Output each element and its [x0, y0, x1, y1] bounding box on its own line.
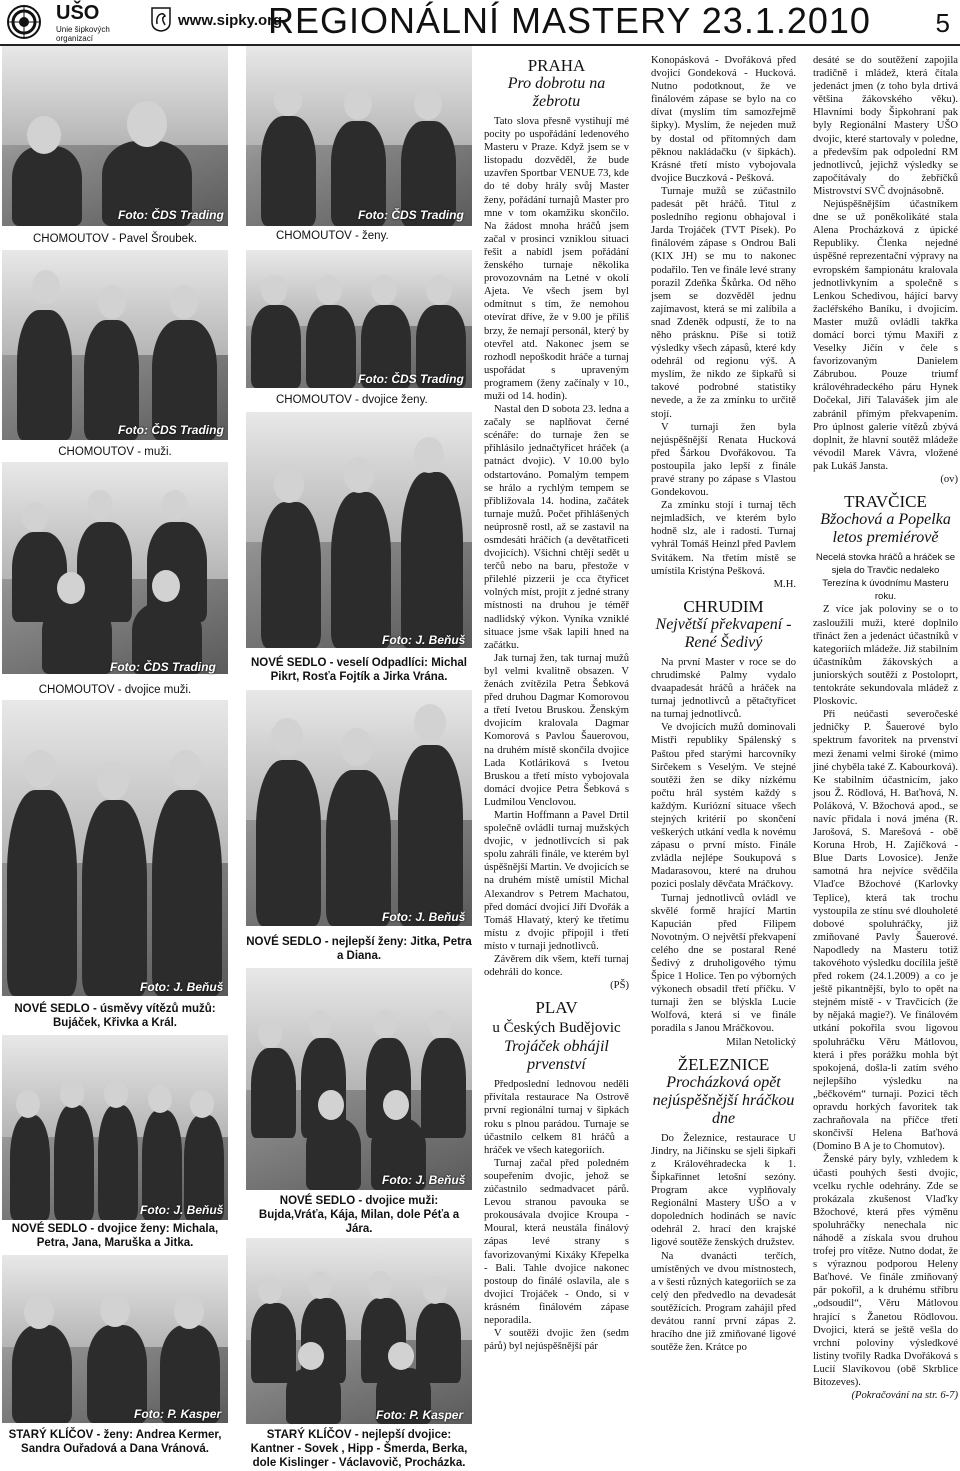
article-column-2	[651, 54, 796, 1354]
photo-caption: CHOMOUTOV - dvojice ženy.	[276, 394, 428, 406]
photo-chomoutov-men	[2, 250, 228, 440]
article-signature: Milan Netolický	[726, 1036, 796, 1048]
page-header	[0, 0, 960, 46]
article-lead: Necelá stovka hráčů a hráček se sjela do Travčic nedaleko Terezína k úvodnímu Masteru roku.	[815, 552, 956, 603]
dartboard-logo-icon	[6, 4, 54, 40]
photo-starykilcov-best-doubles	[246, 1238, 472, 1424]
photo-caption: STARÝ KLÍČOV - nejlepší dvojice: Kantner - Sovek , Hipp - Šmerda, Berka, dole Kislinger - Václavovič, Procházka.	[250, 1429, 468, 1469]
article-paragraph: Ženské páry byly, vzhledem k účasti pouhých šesti dvojic, vcelku rychle odehrány. Zde se prokázala zkušenost Vlaďky Bžochové, která přes výměnu spoluhráčky nenechala nic náhodě a získala svou druhou trofej pro vítěze. Nutno dodat, že s výraznou podporou Heleny Baťhové. Ve finále zmiňovaný pár pokořil, a k druhému stříbru „odsoudil“, Věru Mátlovou hrající s Žanetou Rödlovou. Dvojici, která se ještě vešla do vrchní poloviny výsledkové listiny tvořily Radka Dvořáková s Lucií Slavíkovou (obě Skrblice Bitozeves).	[813, 1154, 958, 1388]
photo-novesedlo-best-women	[246, 690, 472, 926]
article-paragraph: V turnaji žen byla nejúspěšnější Renata Hucková před Šárkou Dvořákovou. Ta postoupila jako lepší z finále pravé strany po zápase s Vlastou Gondekovou.	[651, 421, 796, 499]
photo-novesedlo-women-doubles	[2, 1035, 228, 1220]
article-paragraph: Při neúčasti severočeské jedničky P. Šauerové bylo spektrum favoritek na prvenství mezi ženami velmi široké (mimo jiné chyběla také Z. Kabourková). Ke stabilním účastnicím, jako jsou Ž. Rödlová, H. Baťhová, N. Poláková, V. Bžochová apod., se navíc přidala i nová jména (R. Jarošová, S. Marešová - obě Koruna Hrob, H. Zajíčková - Blue Darts Lovosice). Jenže samotná hra nejvíce svědčila Vlaďce Bžochové (Karlovky Teplice), která tak trochu vystoupila ze stínu své dlouholeté dobové spoluhráčky, již zmiňované Pavly Šauerové. Napodledy na Masteru totiž takovéhoto výsledku docílila ještě před rokem (24.1.2009) a co je ještě pikantnější, bylo to opět na stejném místě - v Travčicích (že by nějaká magie?). Ve finálovém utkání pokořila svou ligovou spoluhráčku Věru Mátlovou, která i přes porážku mohla být spokojená, došla-li zatím svého nejlepšího výsledku na „béčkovém“ turnaji. Pozici těch opravdu horkých favoritek tak zachraňovala na příčce třetí skončivší Helena Baťhová (Domino B A je to Chomutov).	[813, 709, 958, 1153]
article-paragraph: Turnaj jednotlivců ovládl ve skvělé formě hrající Martin Kapucián před Filipem Novotným. O největší překvapení celého dne se postaral René Šedivý z druholigového týmu Špice 1 Holice. Ten po výborných výkonech obsadil třetí příčku. V turnaji žen se blýskla Lucie Wolfová, která si ve finále poradila s Janou Mráčkovou.	[651, 892, 796, 1035]
article-signature: (PŠ)	[610, 980, 629, 992]
article-subtitle: Trojáček obhájil prvenství	[504, 1038, 609, 1074]
photo-caption: NOVÉ SEDLO - úsměvy vítězů mužů: Bujáček, Křivka a Král.	[14, 1003, 216, 1029]
photo-starykilcov-women	[2, 1255, 228, 1423]
article-paragraph: Nastal den D sobota 23. ledna a začaly se naplňovat černé scénáře: do turnaje žen se přihlásilo jednačtyřicet hráček (a patnáct dvojic). V 10.00 bylo odstartováno. Pomalým tempem se hrálo a rychlým tempem se přibližovala 14. hodina, začátek turnaje mužů. Počet přihlášených neúprosně rostl, až se zastavil na osmdesáti hráčích (a devětatřiceti dvojicích). Všichni chtějí sedět u terčů nebo na baru, přestože v přilehlé pizzerii je cca čtyřicet volných míst, projít z jedné strany místnosti na druhou je téměř nadlidský výkon. Vyníka vzniklé situace jsme však lapili hned na začátku.	[484, 404, 629, 651]
article-paragraph: Do Železnice, restaurace U Jindry, na Jičínsku se sjeli šipkaři z Královéhradecka k 1. Šipkařinnet letošní sezóny. Program akce vyplňovaly Regionální Mastery UŠO a v dopoledních hodinách se navíc odehrál 2. hrací den krajské ligové soutěže ženských družstev.	[651, 1132, 796, 1249]
article-title: CHRUDIM	[683, 596, 764, 616]
photo-novesedlo-men-winners	[2, 700, 228, 996]
photo-caption: CHOMOUTOV - ženy.	[276, 230, 389, 242]
photo-chomoutov-men-doubles	[2, 462, 228, 674]
photo-caption: NOVÉ SEDLO - veselí Odpadlíci: Michal Pikrt, Rosťa Fojtík a Jirka Vrána.	[251, 657, 467, 683]
lion-emblem-icon	[150, 6, 172, 32]
article-paragraph: Nejúspěšnějším účastníkem dne se už poněkolikáté stala Alena Procházková z úpické Republiky. Členka nejedné úspěšné reprezentační výpravy na evropském šampionátu kralovala jednotlivkyním a společně s Lenkou Schedivou, hájící barvy žacléřského Baníku, i dvojicím. Master mužů ovládli takřka domácí borci týmu Maxiři z Veselky Jičín v čele s favorizovaným Danielem Zábrubou. Pouze triumf královéhradeckého páru Hynek Dočekal, Jiří Talavášek jim ale zabránil přímým překvapením. Pro úplnost galerie vítězů zbývá doplnit, že hlavní soutěž mládeže vévodil Marek Vávra, vložené pak Lukáš Jansta.	[813, 199, 958, 472]
article-paragraph: Tato slova přesně vystihují mé pocity po uspořádání ledenového Masteru v Praze. Když jsem se v listopadu dozvěděl, že bude uzavřen Sportbar VENUE 73, kde do té doby hrály svůj Master ženy, pořádání turnajů Master pro mne v tom okamžiku skončilo. Na žádost mnoha hráčů jsem začal v prosinci vzniklou situaci řešit a nabídl jsem pořádání ženského turnaje několika provozovnám na Letné v okolí Ajeta. Ve všech jsem byl odmítnut s tím, že nemohou otevírat dříve, že v 9.00 je příliš brzy, že nemají personál, který by otevřel atd. Nakonec jsem se rozhodl nepoškodit hráče a turnaj uspořádat s upraveným programem (ženy začínaly v 10., muži od 14. hodin).	[484, 116, 629, 402]
page-number: 5	[935, 8, 950, 38]
article-paragraph: desáté se do soutěžení zapojila tradičně i mládež, která čítala jedenáct jmen (z toho byla drtivá většina žákovského věku). Hlavními body Šipkohraní pak byly Regionální Mastery UŠO dvojic, které startovaly v poledne, a především pak odpolední RM jednotlivců, jejichž výsledky se započítávaly do žebříčků Mistrovství SVČ dvojnásobně.	[813, 55, 958, 197]
article-paragraph: Martin Hoffmann a Pavel Drtil společně ovládli turnaj mužských dvojic, v jednotlivcích si pak spolu zahráli finále, ve kterém byl úspěšnější Martin. Ve dvojicích se na druhém místě umístil Michal Alexandrov s Petrem Machatou, před domácí dvojicí Jiří Dvořák a Tomáš Hlavatý, který ke třetímu místu z dvojic přípojil i třetí místo v turnaji jednotlivců.	[484, 809, 629, 952]
article-paragraph: Závěrem dík všem, kteří turnaj odehráli do konce.	[484, 954, 629, 979]
photo-credit: Foto: ČDS Trading	[358, 208, 464, 222]
website-link[interactable]: www.sipky.org	[178, 12, 283, 29]
photo-caption: NOVÉ SEDLO - dvojice ženy: Michala, Petra, Jana, Maruška a Jitka.	[11, 1223, 219, 1249]
photo-credit: Foto: J. Beňuš	[382, 633, 466, 647]
continued-note: (Pokračování na str. 6-7)	[851, 1390, 958, 1402]
photo-novesedlo-odpadlici	[246, 412, 472, 648]
article-title: PLAV	[535, 998, 578, 1018]
article-paragraph: Na dvanácti terčích, umístěných ve dvou místnostech, a v šesti různých kategoriích se za celý den předvedlo na devadesát soutěžících. Program zahájil před devátou ranní první zápas 2. hracího dne již zmiňované ligové soutěže žen. Krátce po	[651, 1250, 796, 1354]
article-subtitle: Bžochová a Popelka letos premiérově	[820, 511, 951, 547]
article-column-1	[484, 54, 629, 1353]
photo-credit: Foto: J. Beňuš	[140, 1203, 224, 1217]
page-title: REGIONÁLNÍ MASTERY 23.1.2010	[268, 0, 871, 41]
article-signature: (ov)	[940, 474, 958, 485]
article-subtitle: Pro dobrotu na žebrotu	[507, 75, 606, 110]
org-logo-text: UŠO	[56, 2, 100, 24]
article-paragraph: Konopásková - Dvořáková před dvojicí Gondeková - Hucková. Nutno podotknout, že ve finálovém zápase se bylo na co dívat (myslím tím samozřejmě šipky). Myslím, že nejeden muž by dostal od přítomných dam pěknou nakládačku (v šipkách). Krásné třetí místo vybojovala dvojice Buczková - Pešková.	[651, 55, 796, 184]
photo-credit: Foto: P. Kasper	[134, 1407, 222, 1421]
article-subtitle: Procházková opět nejúspěšnější hráčkou dne	[652, 1073, 795, 1127]
photo-credit: Foto: ČDS Trading	[118, 208, 224, 222]
photo-credit: Foto: ČDS Trading	[110, 660, 216, 674]
photo-chomoutov-women-doubles	[246, 250, 472, 388]
article-paragraph: Turnaje mužů se zúčastnilo padesát pět hráčů. Titul z posledního regionu obhajoval i Jarda Trojáček (TVT Písek). Po finálovém zápase s Ondrou Bali (KIX JH) se mu to nakonec podařilo. Ten ve finále levé strany porazil Zdeňka Škůrka. Od něho jsem se dozvěděl jednu zajímavost, která se mi zalíbila a snad Zdeněk odpustí, že to na něho prásknu. Píše si totiž výsledky všech zápasů, které kdy odehrál od regionu výš. A myslím, že nikdo ze šipkařů si takové podrobné statistiky nevede, a že za zmínku to určitě stojí.	[651, 185, 796, 420]
photo-chomoutov-sroubek	[2, 46, 228, 226]
article-paragraph: Turnaj začal před poledném soupeřením dvojic, jehož se zúčastnilo sedmadvacet párů. Levou stranou pavouka se prokousávala dvojice Kroupa - Moural, která neustála finálový zápas levé strany s favorizovanými Kixáky Křepelka - Bali. Tahle dvojice nakonec postoup do finálé oslavila, ale s dvojicí Trojáček - Ondo, si v krásném finálovém zápase neporadila.	[484, 1157, 629, 1326]
article-title: ŽELEZNICE	[677, 1054, 770, 1074]
photo-novesedlo-men-doubles	[246, 968, 472, 1190]
photo-caption: STARÝ KLÍČOV - ženy: Andrea Kermer, Sandra Ouřadová a Dana Vránová.	[8, 1429, 222, 1455]
photo-caption: NOVÉ SEDLO - nejlepší ženy: Jitka, Petra a Diana.	[246, 936, 472, 962]
article-title: PRAHA	[527, 56, 586, 75]
photo-caption: CHOMOUTOV - Pavel Šroubek.	[32, 233, 198, 245]
article-paragraph: Za zmínku stojí i turnaj těch nejmladších, ve kterém bylo hodně slz, ale i radosti. Turnaj vyhrál Tomáš Heinzl před Pavlem Svitákem. Na třetím místě se umístila Kristýna Pešková.	[651, 500, 796, 577]
article-signature: M.H.	[773, 578, 796, 590]
photo-caption: CHOMOUTOV - muži.	[58, 446, 172, 458]
photo-credit: Foto: P. Kasper	[376, 1408, 464, 1422]
article-column-3	[813, 54, 958, 1402]
photo-caption: CHOMOUTOV - dvojice muži.	[38, 684, 192, 696]
org-subtitle: Unie šipkových organizací	[56, 25, 110, 43]
article-paragraph: Na první Master v roce se do chrudimské Palmy vydalo dvaapadesát hráčů a hráček na turnaj jednotlivců a pětačtyřicet na turnaj jednotlivců.	[651, 656, 796, 721]
article-title: TRAVČICE	[844, 492, 927, 512]
photo-chomoutov-women	[246, 46, 472, 226]
photo-credit: Foto: J. Beňuš	[382, 1173, 466, 1187]
article-subtitle: Největší překvapení - René Šedivý	[655, 615, 792, 651]
article-paragraph: Jak turnaj žen, tak turnaj mužů byl velmi kvalitně obsazen. V ženách zvítězila Petra Šebková před druhou Dagmar Komorovou a třetí Ivetou Bruskou. Ženským dvojicím kralovala Dagmar Komorová s Pavlou Šauerovou, na druhém místě skončila dvojice Lada Kotláriková s Ivetou Bruskou a třetí místo vybojovala domácí dvojice Petra Šebková s Ludmilou Venclovou.	[484, 652, 629, 808]
article-paragraph: Ve dvojicích mužů dominovali Mistři republiky Spálenský s Paštou před starými harcovníky Sirčekem s Veselým. Ve stejné soutěži žen se díky nízkému počtu hrál systém každý s každým. Kuriózní situace všech stejných kritérií po skončení veškerých utkání vedla k novému zápasu o první místo. Finále zvládla nejlépe Soukupová s Madarasovou, které na druhou pozici poslaly děvčata Mráčkovy.	[651, 722, 796, 891]
photo-caption: NOVÉ SEDLO - dvojice muži: Bujda,Vráťa, Kája, Milan, dole Péťa a Jára.	[258, 1195, 460, 1235]
photo-credit: Foto: J. Beňuš	[382, 910, 466, 924]
article-paragraph: V soutěži dvojic žen (sedm párů) byl nejúspěšnější pár	[484, 1328, 629, 1353]
photo-credit: Foto: ČDS Trading	[358, 372, 464, 386]
article-paragraph: Z více jak poloviny se o to zasloužili muži, které doplnilo třináct žen a jedenáct účastníků v kategoriích mládeže. Již stabilním účastníkům žákovských a juniorských soutěží z Postoloprt, tentokráte sekundovala mládež z Ploskovic.	[813, 604, 958, 708]
article-title-line2: u Českých Budějovic	[492, 1020, 621, 1037]
article-paragraph: Předposlední lednovou neděli přivítala restaurace Na Ostrově první regionální turnaj v šipkách roku s plnou parádou. Turnaje se účastnilo celkem 81 hráčů a hráček ve všech kategoriích.	[484, 1079, 629, 1156]
photo-credit: Foto: J. Beňuš	[140, 980, 224, 994]
photo-credit: Foto: ČDS Trading	[118, 423, 224, 437]
